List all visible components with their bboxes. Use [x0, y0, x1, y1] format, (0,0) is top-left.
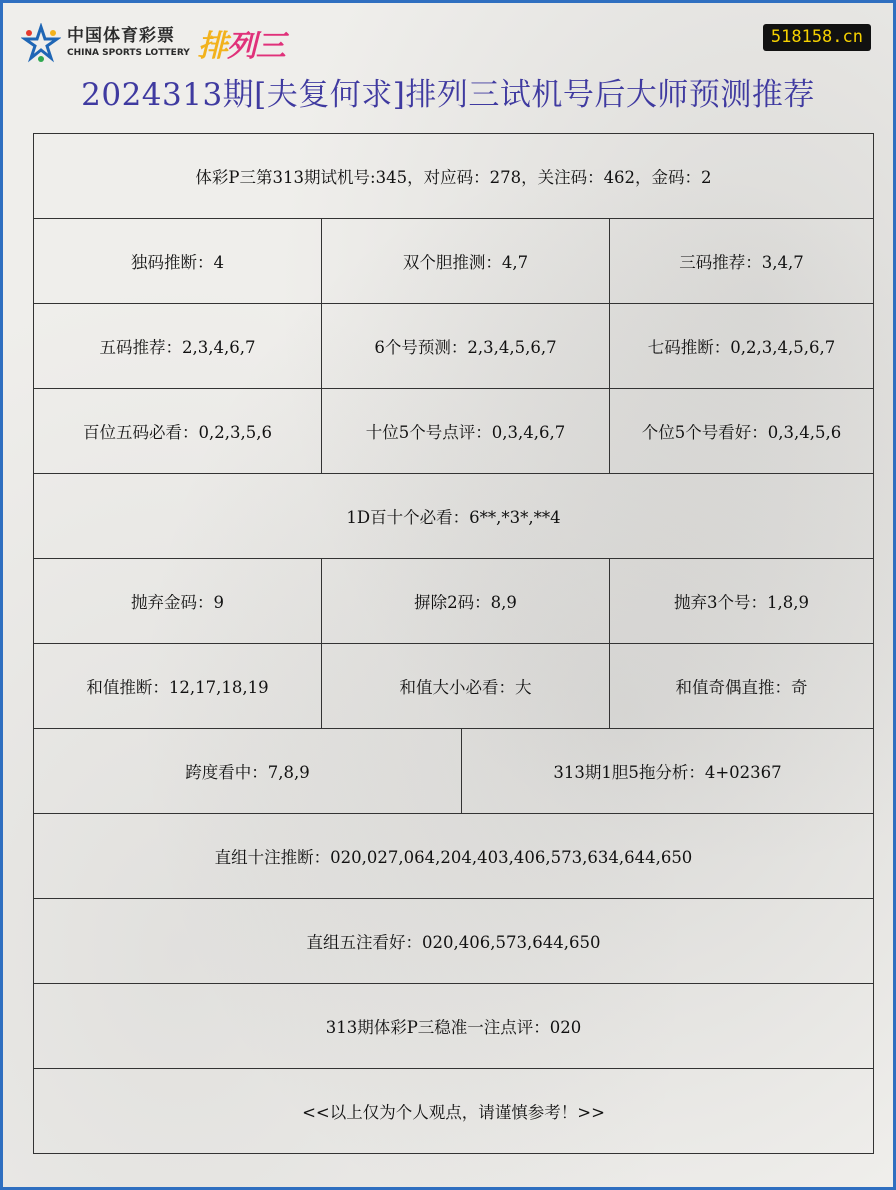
game-logo [198, 21, 285, 65]
table-cell: 抛弃金码：9 [34, 559, 322, 643]
table-cell: 体彩P三第313期试机号:345，对应码：278，关注码：462，金码：2 [34, 134, 874, 218]
table-row [34, 389, 874, 474]
game-logo-char: 排 [197, 29, 227, 64]
table-cell: 313期1胆5拖分析：4+02367 [462, 729, 874, 813]
disclaimer-cell: <<以上仅为个人观点，请谨慎参考！>> [34, 1069, 874, 1153]
table-row [34, 474, 874, 559]
table-cell: 独码推断：4 [34, 219, 322, 303]
table-row [34, 559, 874, 644]
logo-en-text: CHINA SPORTS LOTTERY [67, 48, 190, 58]
table-row [34, 814, 874, 899]
prediction-table [33, 133, 874, 1154]
table-cell: 直组五注看好：020,406,573,644,650 [34, 899, 874, 983]
table-cell: 三码推荐：3,4,7 [610, 219, 874, 303]
table-cell: 直组十注推断：020,027,064,204,403,406,573,634,644,650 [34, 814, 874, 898]
game-logo-char: 三 [255, 29, 285, 64]
table-row [34, 1069, 874, 1154]
table-cell: 个位5个号看好：0,3,4,5,6 [610, 389, 874, 473]
page-title: 2024313期[夫复何求]排列三试机号后大师预测推荐 [81, 77, 815, 113]
table-cell: 1D百十个必看：6**,*3*,**4 [34, 474, 874, 558]
lottery-logo [21, 21, 285, 65]
logo-cn-text: 中国体育彩票 [67, 26, 175, 46]
table-cell: 和值推断：12,17,18,19 [34, 644, 322, 728]
table-row [34, 729, 874, 814]
table-row [34, 899, 874, 984]
table-cell: 五码推荐：2,3,4,6,7 [34, 304, 322, 388]
table-row [34, 644, 874, 729]
table-cell: 百位五码必看：0,2,3,5,6 [34, 389, 322, 473]
table-cell: 十位5个号点评：0,3,4,6,7 [322, 389, 610, 473]
table-cell: 七码推断：0,2,3,4,5,6,7 [610, 304, 874, 388]
lottery-star-icon [21, 23, 61, 63]
table-cell: 双个胆推测：4,7 [322, 219, 610, 303]
site-badge[interactable]: 518158.cn [763, 24, 871, 51]
table-cell: 和值奇偶直推：奇 [610, 644, 874, 728]
table-cell: 摒除2码：8,9 [322, 559, 610, 643]
table-row [34, 134, 874, 219]
table-cell: 和值大小必看：大 [322, 644, 610, 728]
table-cell: 跨度看中：7,8,9 [34, 729, 462, 813]
table-row [34, 219, 874, 304]
table-row [34, 984, 874, 1069]
table-cell: 6个号预测：2,3,4,5,6,7 [322, 304, 610, 388]
table-row [34, 304, 874, 389]
game-logo-char: 列 [226, 29, 256, 64]
table-cell: 抛弃3个号：1,8,9 [610, 559, 874, 643]
table-cell: 313期体彩P三稳准一注点评：020 [34, 984, 874, 1068]
